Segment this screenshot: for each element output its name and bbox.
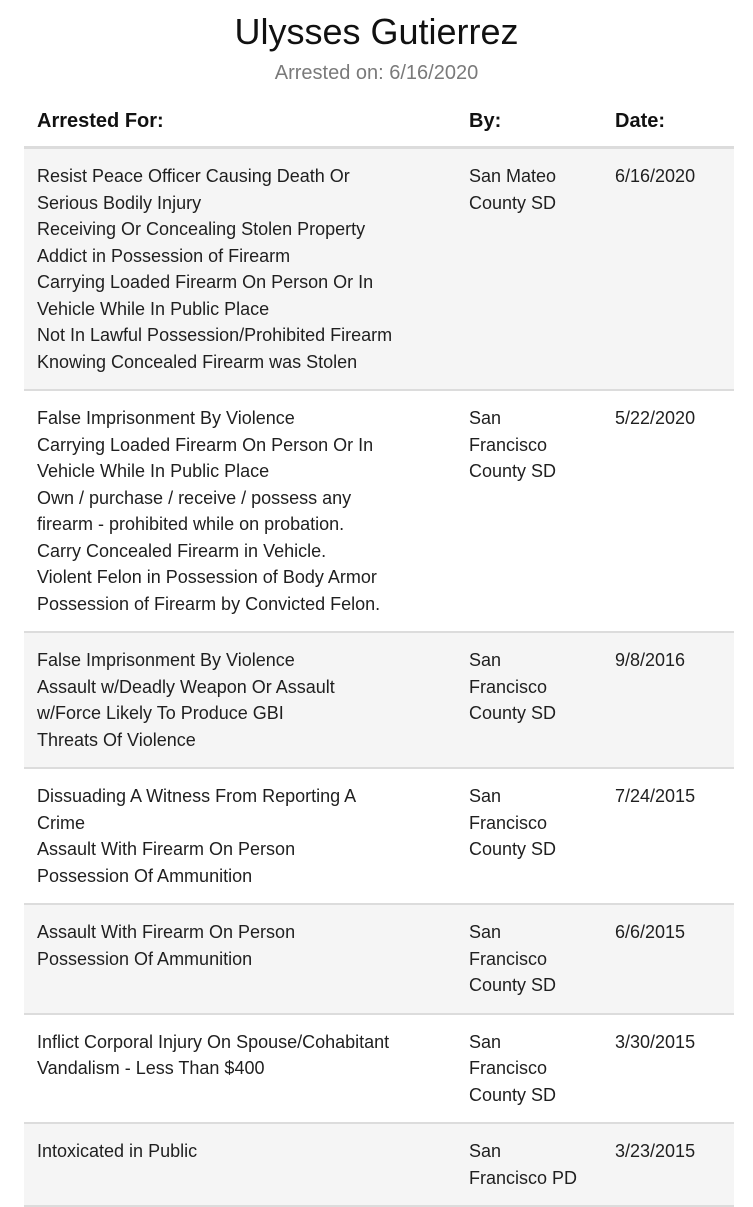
charge-line: Assault w/Deadly Weapon Or Assault [37, 676, 335, 697]
agency-line: Francisco [469, 676, 548, 697]
agency-line: San [469, 1031, 502, 1052]
charge-line: Inflict Corporal Injury On Spouse/Cohabitant [37, 1031, 390, 1052]
charge-line: False Imprisonment By Violence [37, 408, 295, 428]
table-body [24, 149, 734, 1207]
agency-line: County SD [469, 461, 557, 481]
table-row [24, 149, 734, 391]
charge-line: Vandalism - Less Than $400 [37, 1058, 265, 1078]
agency-cell [456, 1138, 602, 1191]
date-cell: 6/6/2015 [615, 922, 686, 942]
arrest-table [24, 96, 734, 1207]
agency-line: County SD [469, 192, 557, 213]
date-cell: 6/16/2020 [615, 166, 696, 186]
charge-line: False Imprisonment By Violence [37, 650, 295, 670]
agency-line: San [469, 1141, 502, 1161]
charge-line: Addict in Possession of Firearm [37, 245, 291, 266]
charges-cell [24, 919, 456, 999]
charge-line: Possession Of Ammunition [37, 865, 253, 886]
charge-line: Not In Lawful Possession/Prohibited Firearm [37, 325, 393, 345]
charge-line: Serious Bodily Injury [37, 192, 202, 213]
charge-line: Receiving Or Concealing Stolen Property [37, 219, 366, 239]
charges-cell [24, 405, 456, 617]
charge-line: firearm - prohibited while on probation. [37, 514, 345, 534]
charge-line: Assault With Firearm On Person [37, 922, 296, 942]
charges-cell [24, 163, 456, 375]
table-row [24, 391, 734, 633]
header-arrested-for: Arrested For: [37, 109, 164, 132]
charges-cell [24, 1138, 456, 1191]
date-cell: 3/30/2015 [615, 1031, 696, 1052]
header-date: Date: [615, 109, 666, 132]
charges-cell [24, 783, 456, 889]
date-cell: 7/24/2015 [615, 786, 696, 806]
date-cell: 5/22/2020 [615, 408, 696, 428]
charge-line: Dissuading A Witness From Reporting A [37, 786, 357, 806]
date-cell: 3/23/2015 [615, 1141, 696, 1161]
date-cell: 9/8/2016 [615, 650, 686, 670]
charge-line: Assault With Firearm On Person [37, 839, 296, 859]
agency-line: Francisco [469, 1058, 548, 1078]
agency-line: County SD [469, 839, 557, 859]
page-header [0, 0, 753, 86]
charge-line: Carrying Loaded Firearm On Person Or In [37, 272, 374, 292]
charge-line: Knowing Concealed Firearm was Stolen [37, 351, 358, 372]
agency-line: San [469, 650, 502, 670]
charges-cell [24, 1029, 456, 1109]
table-row [24, 1015, 734, 1125]
charge-line: Own / purchase / receive / possess any [37, 487, 352, 508]
agency-line: San [469, 408, 502, 428]
agency-line: Francisco PD [469, 1167, 578, 1188]
charge-line: Crime [37, 812, 85, 833]
table-row [24, 769, 734, 905]
agency-line: County SD [469, 975, 557, 995]
charge-line: Violent Felon in Possession of Body Armor [37, 567, 377, 587]
charges-cell [24, 647, 456, 753]
agency-cell [456, 647, 602, 753]
agency-line: County SD [469, 703, 557, 723]
agency-cell [456, 783, 602, 889]
agency-cell [456, 919, 602, 999]
agency-line: Francisco [469, 948, 548, 969]
charge-line: Carrying Loaded Firearm On Person Or In [37, 434, 374, 455]
person-name: Ulysses Gutierrez [234, 11, 519, 52]
agency-cell [456, 1029, 602, 1109]
table-row [24, 905, 734, 1015]
agency-line: San Mateo [469, 166, 557, 186]
table-row [24, 633, 734, 769]
table-row [24, 1124, 734, 1207]
charge-line: Vehicle While In Public Place [37, 461, 270, 481]
table-header [24, 96, 734, 149]
charge-line: Resist Peace Officer Causing Death Or [37, 166, 350, 186]
charge-line: Carry Concealed Firearm in Vehicle. [37, 540, 327, 561]
charge-line: Possession of Firearm by Convicted Felon. [37, 593, 381, 614]
charge-line: Intoxicated in Public [37, 1141, 198, 1161]
agency-cell [456, 405, 602, 617]
agency-line: County SD [469, 1084, 557, 1105]
agency-line: Francisco [469, 434, 548, 455]
agency-line: San [469, 786, 502, 806]
agency-line: San [469, 922, 502, 942]
charge-line: w/Force Likely To Produce GBI [37, 703, 284, 723]
charge-line: Threats Of Violence [37, 729, 196, 750]
agency-line: Francisco [469, 812, 548, 833]
agency-cell [456, 163, 602, 375]
arrested-on-date: Arrested on: 6/16/2020 [274, 62, 479, 84]
charge-line: Possession Of Ammunition [37, 948, 253, 969]
header-by: By: [469, 109, 502, 132]
charge-line: Vehicle While In Public Place [37, 298, 270, 319]
